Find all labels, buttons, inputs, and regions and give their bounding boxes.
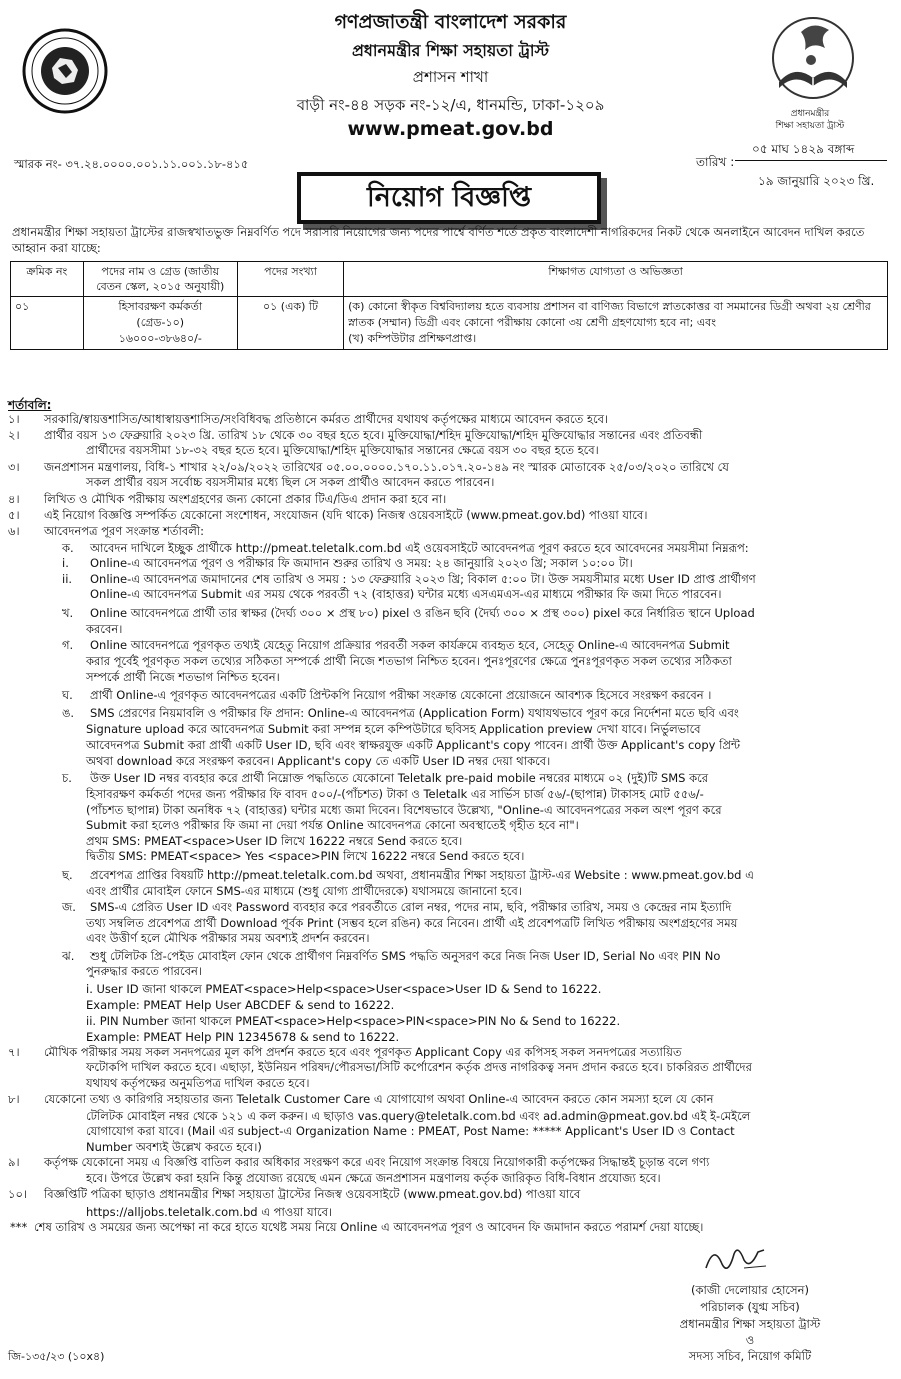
memo-reference: স্মারক নং- ৩৭.২৪.০০০০.০০১.১১.০০১.১৮-৪১৫ (14, 157, 249, 171)
notice-title: নিয়োগ বিজ্ঞপ্তি (297, 172, 601, 224)
condition-text: জনপ্রশাসন মন্ত্রণালয়, বিধি-১ শাখার ২২/০৯/২০২২ তারিখের ০৫.০০.০০০০.১৭০.১১.০১৭.২০-১৪৯ নং স্মারক মোতাবেক ২৫/০৩/২০২০ তারিখে যে (44, 460, 729, 474)
cell-post (83, 297, 237, 350)
office-address: বাড়ী নং-৪৪ সড়ক নং-১২/এ, ধানমন্ডি, ঢাকা-১২০৯ (296, 96, 605, 114)
cell-qualification (344, 297, 888, 350)
condition-text: প্রার্থীর বয়স ১৩ ফেব্রুয়ারি ২০২৩ খ্রি. তারিখ ১৮ থেকে ৩০ বছর হতে হবে। মুক্তিযোদ্ধা/শহিদ মুক্তিযোদ্ধা/শহিদ মুক্তিযোদ্ধার সন্তানের এবং প্রতিবন্ধী (44, 428, 703, 442)
post-name: হিসাবরক্ষণ কর্মকর্তা (118, 300, 203, 313)
trust-logo (755, 12, 865, 142)
condition-number: খ. (62, 606, 74, 620)
condition-text: Online-এ আবেদনপত্র পূরণ ও পরীক্ষার ফি জমাদান শুরুর তারিখ ও সময়: ২৪ জানুয়ারি ২০২৩ খ্রি; সকাল ১০:০০ টা। (90, 556, 633, 570)
condition-number: ৩। (8, 460, 20, 474)
condition-text: টেলিটক মোবাইল নম্বর থেকে ১২১ এ কল করুন। এ ছাড়াও vas.query@teletalk.com.bd এবং ad.admin@pmeat.gov.bd এই ই-মেইলে (86, 1109, 751, 1123)
condition-text: যেকোনো তথ্য ও কারিগরি সহায়তার জন্য Teletalk Customer Care এ যোগাযোগ অথবা Online-এ আবেদন করতে কোন সমস্যা হলে যে কোন (44, 1092, 714, 1106)
signatory-role: সদস্য সচিব, নিয়োগ কমিটি (688, 1349, 812, 1363)
condition-text: Online-এ আবেদনপত্র Submit এর সময় থেকে পরবর্তী ৭২ (বাহাত্তর) ঘন্টার মধ্যে এসএমএস-এর মাধ্যমে পরীক্ষার ফি জমা দিতে পারবেন। (90, 587, 722, 601)
condition-text: Submit করা হলেও পরীক্ষার ফি জমা না দেয়া পর্যন্ত Online আবেদনপত্র কোনো অবস্থাতেই গৃহীত হবে না"। (86, 818, 579, 832)
condition-text: Online আবেদনপত্রে প্রার্থী তার স্বাক্ষর (দৈর্ঘ্য ৩০০ × প্রস্থ ৮০) pixel ও রঙিন ছবি (দৈর্ঘ্য ৩০০ × প্রস্থ ৩০০) pixel করে নির্ধারিত স্থানে Upload (90, 606, 755, 620)
condition-number: ৭। (8, 1045, 20, 1059)
condition-text: এবং প্রার্থীর মোবাইল ফোনে SMS-এর মাধ্যমে (শুধু যোগ্য প্রার্থীদেরকে) যথাসময়ে জানানো হবে। (86, 884, 522, 898)
condition-text: এবং উত্তীর্ণ হলে মৌখিক পরীক্ষার সময় অবশ্যই প্রদর্শন করবেন। (86, 931, 370, 945)
header-serial: ক্রমিক নং (11, 262, 84, 297)
condition-number: ৬। (8, 524, 20, 538)
date-label: তারিখ : (696, 155, 735, 169)
condition-text: হবে। উপরে উল্লেখ করা হয়নি কিন্তু প্রযোজ্য রয়েছে এমন ক্ষেত্রে জনপ্রশাসন মন্ত্রণালয় কর্তৃক জারিকৃত বিধি-বিধান প্রযোজ্য হবে। (86, 1171, 661, 1185)
condition-text: Example: PMEAT Help User ABCDEF & send to 16222. (86, 998, 395, 1012)
condition-number: ক. (62, 541, 74, 555)
condition-text: কর্তৃপক্ষ যেকোনো সময় এ বিজ্ঞপ্তি বাতিল করার অধিকার সংরক্ষণ করে এবং নিয়োগ সংক্রান্ত বিষয়ে নিয়োগকারী কর্তৃপক্ষের সিদ্ধান্তই চূড়ান্ত বলে গণ্য (44, 1155, 710, 1169)
condition-text: ii. PIN Number জানা থাকলে PMEAT<space>Help<space>PIN<space>PIN No & Send to 16222. (86, 1014, 621, 1028)
trust-logo-icon (755, 12, 865, 108)
letterhead (0, 0, 901, 160)
condition-text: শুধু টেলিটক প্রি-পেইড মোবাইল ফোন থেকে প্রার্থীগণ নিম্নবর্ণিত SMS পদ্ধতি অনুসরণ করে নিজ নিজ User ID, Serial No এবং PIN No (90, 949, 721, 963)
website-url[interactable]: www.pmeat.gov.bd (347, 118, 554, 140)
date-bangla: ০৫ মাঘ ১৪২৯ বঙ্গাব্দ (752, 142, 855, 156)
condition-number: ছ. (62, 868, 73, 882)
condition-number: ৪। (8, 492, 20, 506)
table-row (11, 297, 888, 350)
signatory-and: ও (745, 1333, 755, 1347)
condition-text: প্রবেশপত্র প্রাপ্তির বিষয়টি http://pmeat.teletalk.com.bd অথবা, প্রধানমন্ত্রীর শিক্ষা সহায়তা ট্রাস্ট-এর Website : www.pmeat.gov.bd এ (90, 868, 754, 882)
condition-text: SMS প্রেরণের নিয়মাবলি ও পরীক্ষার ফি প্রদান: Online-এ আবেদনপত্র (Application Form) যথাযথভাবে পূরণ করে নির্দেশনা মতে ছবি এবং (90, 706, 739, 720)
qualification-a: (ক) কোনো স্বীকৃত বিশ্ববিদ্যালয় হতে ব্যবসায় প্রশাসন বা বাণিজ্য বিভাগে স্নাতকোত্তর বা সমমানের ডিগ্রী অথবা ২য় শ্রেণীর স্নাতক (সম্মান) ডিগ্রী এবং কোনো পরীক্ষায় কোনো ৩য় শ্রেণী গ্রহণযোগ্য হবে না; এবং (348, 300, 871, 329)
condition-number: ঙ. (62, 706, 75, 720)
condition-number: গ. (62, 638, 74, 652)
condition-text: SMS-এ প্রেরিত User ID এবং Password ব্যবহার করে পরবর্তীতে রোল নম্বর, পদের নাম, ছবি, পরীক্ষার তারিখ, সময় ও কেন্দ্রের নাম ইত্যাদি (90, 900, 732, 914)
header-count: পদের সংখ্যা (237, 262, 343, 297)
condition-text: সম্পর্কে প্রার্থী নিজে শতভাগ নিশ্চিত হবেন। (86, 670, 280, 684)
table-header-row (11, 262, 888, 297)
signature-mark (700, 1238, 770, 1278)
condition-number: ii. (62, 572, 73, 586)
condition-number: ৯। (8, 1155, 20, 1169)
condition-text: এই নিয়োগ বিজ্ঞপ্তি সম্পর্কিত যেকোনো সংশোধন, সংযোজন (যদি থাকে) নিজস্ব ওয়েবসাইটে (www.pmeat.gov.bd) পাওয়া যাবে। (44, 508, 648, 522)
condition-text: আবেদন দাখিলে ইচ্ছুক প্রার্থীকে http://pmeat.teletalk.com.bd এই ওয়েবসাইটে আবেদনপত্র পূরণ করতে হবে আবেদনের সময়সীমা নিম্নরূপ: (90, 541, 749, 555)
condition-text: Online আবেদনপত্রে পূরণকৃত তথ্যই যেহেতু নিয়োগ প্রক্রিয়ার পরবর্তী সকল কার্যক্রমে ব্যবহৃত হবে, সেহেতু Online-এ আবেদনপত্র Submit (90, 638, 730, 652)
condition-text: Example: PMEAT Help PIN 12345678 & send to 16222. (86, 1030, 400, 1044)
condition-number: *** (10, 1220, 28, 1234)
condition-text: বিজ্ঞপ্তিটি পত্রিকা ছাড়াও প্রধানমন্ত্রীর শিক্ষা সহায়তা ট্রাস্টের নিজস্ব ওয়েবসাইটে (www.pmeat.gov.bd) পাওয়া যাবে (44, 1187, 581, 1201)
condition-text: মৌখিক পরীক্ষার সময় সকল সনদপত্রের মূল কপি প্রদর্শন করতে হবে এবং পূরণকৃত Applicant Copy এর কপিসহ সকল সনদপত্রের সত্যায়িত (44, 1045, 682, 1059)
signatory-designation: পরিচালক (যুগ্ম সচিব) (700, 1300, 800, 1314)
condition-text: করার পূর্বেই পূরণকৃত সকল তথ্যের সঠিকতা সম্পর্কে প্রার্থী নিজে শতভাগ নিশ্চিত হবেন। পুনঃপূরণের ক্ষেত্রে পুনঃপূরণকৃত সকল তথ্যের সঠিকতা (86, 654, 732, 668)
condition-text: হিসাবরক্ষণ কর্মকর্তা পদের জন্য পরীক্ষার ফি বাবদ ৫০০/-(পাঁচশত) টাকা ও Teletalk এর সার্ভিস চার্জ ৫৬/-(ছাপান্ন) টাকাসহ মোট ৫৫৬/- (86, 787, 704, 801)
trust-name: প্রধানমন্ত্রীর শিক্ষা সহায়তা ট্রাস্ট (351, 41, 550, 60)
condition-text: লিখিত ও মৌখিক পরীক্ষায় অংশগ্রহণের জন্য কোনো প্রকার টিএ/ডিএ প্রদান করা হবে না। (44, 492, 447, 506)
print-code: জি-১৩৫/২৩ (১০x৪) (8, 1350, 105, 1363)
header-post: পদের নাম ও গ্রেড (জাতীয় বেতন স্কেল, ২০১৫ অনুযায়ী) (83, 262, 237, 297)
condition-text: Online-এ আবেদনপত্র জমাদানের শেষ তারিখ ও সময় : ১৩ ফেব্রুয়ারি ২০২৩ খ্রি; বিকাল ৫:০০ টা। উক্ত সময়সীমার মধ্যে User ID প্রাপ্ত প্রার্থীগণ (90, 572, 756, 586)
condition-text: উক্ত User ID নম্বর ব্যবহার করে প্রার্থী নিম্নোক্ত পদ্ধতিতে যেকোনো Teletalk pre-paid mobile নম্বরের মাধ্যমে ০২ (দুই)টি SMS করে (90, 771, 709, 785)
condition-number: ৫। (8, 508, 20, 522)
condition-number: ১০। (8, 1187, 28, 1201)
condition-text: Signature upload করে আবেদনপত্র Submit করা সম্পন্ন হলে কম্পিউটারে ছবিসহ Application preview দেখা যাবে। নির্ভুলভাবে (86, 722, 701, 736)
condition-text: শেষ তারিখ ও সময়ের জন্য অপেক্ষা না করে হাতে যথেষ্ট সময় নিয়ে Online এ আবেদনপত্র পূরণ ও আবেদন ফি জমাদান করতে পরামর্শ দেয়া যাচ্ছে। (34, 1220, 704, 1234)
condition-text: যোগাযোগ করা যাবে। (Mail এর subject-এ Organization Name : PMEAT, Post Name: ***** Applicant's User ID ও Contact (86, 1124, 735, 1138)
condition-text: তথ্য সম্বলিত প্রবেশপত্র প্রার্থী Download পূর্বক Print (সম্ভব হলে রঙিন) করে নিবেন। প্রার্থী এই প্রবেশপত্রটি লিখিত পরীক্ষায় অংশগ্রহণের সময় (86, 916, 738, 930)
branch-name: প্রশাসন শাখা (412, 68, 489, 86)
condition-number: ১। (8, 412, 20, 426)
condition-text: আবেদনপত্র Submit করা প্রার্থী একটি User ID, ছবি এবং স্বাক্ষরযুক্ত একটি Applicant's copy পাবেন। প্রার্থী উক্ত Applicant's copy প্রিন্ট (86, 738, 741, 752)
condition-number: চ. (62, 771, 72, 785)
qualification-b: (খ) কম্পিউটার প্রশিক্ষণপ্রাপ্ত। (348, 332, 477, 345)
signatory-office: প্রধানমন্ত্রীর শিক্ষা সহায়তা ট্রাস্ট (679, 1317, 821, 1331)
condition-number: i. (62, 556, 69, 570)
government-name: গণপ্রজাতন্ত্রী বাংলাদেশ সরকার (334, 11, 567, 33)
logo-caption: প্রধানমন্ত্রীর শিক্ষা সহায়তা ট্রাস্ট (775, 109, 845, 131)
condition-text: পুনরুদ্ধার করতে পারবেন। (86, 964, 202, 978)
condition-text: দ্বিতীয় SMS: PMEAT<space> Yes <space>PIN লিখে 16222 নম্বরে Send করতে হবে। (86, 849, 525, 863)
condition-text: i. User ID জানা থাকলে PMEAT<space>Help<space>User<space>User ID & Send to 16222. (86, 982, 602, 996)
condition-text: সরকারি/স্বায়ত্তশাসিত/আধাস্বায়ত্তশাসিত/সংবিধিবদ্ধ প্রতিষ্ঠানে কর্মরত প্রার্থীদের যথাযথ কর্তৃপক্ষের মাধ্যমে আবেদন করতে হবে। (44, 412, 609, 426)
post-grade: (গ্রেড-১০) (136, 316, 185, 329)
post-scale: ১৬০০০-৩৮৬৪০/- (118, 332, 202, 345)
post-table (10, 261, 888, 350)
condition-text: ফটোকপি দাখিল করতে হবে। এছাড়া, ইউনিয়ন পরিষদ/পৌরসভা/সিটি কর্পোরেশন কর্তৃক প্রদত্ত নাগরিকত্ব সনদ প্রদান করতে হবে। চাকরিরত প্রার্থীদের (86, 1060, 752, 1074)
condition-text: প্রার্থীদের বয়সসীমা ১৮-৩২ বছর হতে হবে। মুক্তিযোদ্ধা/শহিদ মুক্তিযোদ্ধার সন্তানের ক্ষেত্রে বয়স ৩০ বছর হতে হবে। (86, 443, 599, 457)
condition-text: করবেন। (86, 622, 123, 636)
condition-text: https://alljobs.teletalk.com.bd এ পাওয়া যাবে। (86, 1205, 333, 1219)
condition-text: (পাঁচশত ছাপান্ন) টাকা অনধিক ৭২ (বাহাত্তর) ঘন্টার মধ্যে জমা দিবেন। বিশেষভাবে উল্লেখ্য, "Online-এ আবেদনপত্রের সকল অংশ পূরণ করে (86, 803, 722, 817)
date-divider (735, 160, 887, 161)
condition-number: জ. (62, 900, 76, 914)
date-gregorian: ১৯ জানুয়ারি ২০২৩ খ্রি. (758, 174, 875, 188)
intro-paragraph: প্রধানমন্ত্রীর শিক্ষা সহায়তা ট্রাস্টের রাজস্বখাতভুক্ত নিম্নবর্ণিত পদে সরাসরি নিয়োগের জন্য পদের পার্শ্বে বর্ণিত শর্তে প্রকৃত বাংলাদেশী নাগরিকদের নিকট থেকে অনলাইনে আবেদন দাখিল করতে আহ্বান করা যাচ্ছে: (12, 225, 865, 255)
condition-number: ঝ. (62, 949, 75, 963)
condition-number: ২। (8, 428, 20, 442)
condition-text: প্রথম SMS: PMEAT<space>User ID লিখে 16222 নম্বরে Send করতে হবে। (86, 834, 463, 848)
condition-number: ৮। (8, 1092, 20, 1106)
condition-text: যথাযথ কর্তৃপক্ষের অনুমতিপত্র দাখিল করতে হবে। (86, 1076, 310, 1090)
condition-text: প্রার্থী Online-এ পূরণকৃত আবেদনপত্রের একটি প্রিন্টকপি নিয়োগ পরীক্ষা সংক্রান্ত যেকোনো প্রয়োজনে আবশ্যক হিসেবে সংরক্ষণ করবেন । (90, 688, 712, 702)
condition-text: আবেদনপত্র পূরণ সংক্রান্ত শর্তাবলী: (44, 524, 204, 538)
condition-number: ঘ. (62, 688, 73, 702)
condition-text: অথবা download করে সংরক্ষণ করবেন। Applicant's copy তে একটি User ID নম্বর দেয়া থাকবে। (86, 754, 551, 768)
conditions-heading: শর্তাবলি: (8, 398, 52, 412)
condition-text: Number অবশ্যই উল্লেখ করতে হবে।) (86, 1140, 262, 1154)
cell-serial: ০১ (11, 297, 84, 350)
cell-count: ০১ (এক) টি (237, 297, 343, 350)
condition-text: সকল প্রার্থীর বয়স সর্বোচ্চ বয়সসীমার মধ্যে ছিল সে সকল প্রার্থীও আবেদন করতে পারবেন। (86, 475, 495, 489)
header-qualification: শিক্ষাগত যোগ্যতা ও অভিজ্ঞতা (344, 262, 888, 297)
signatory-name: (কাজী দেলোয়ার হোসেন) (690, 1283, 810, 1297)
